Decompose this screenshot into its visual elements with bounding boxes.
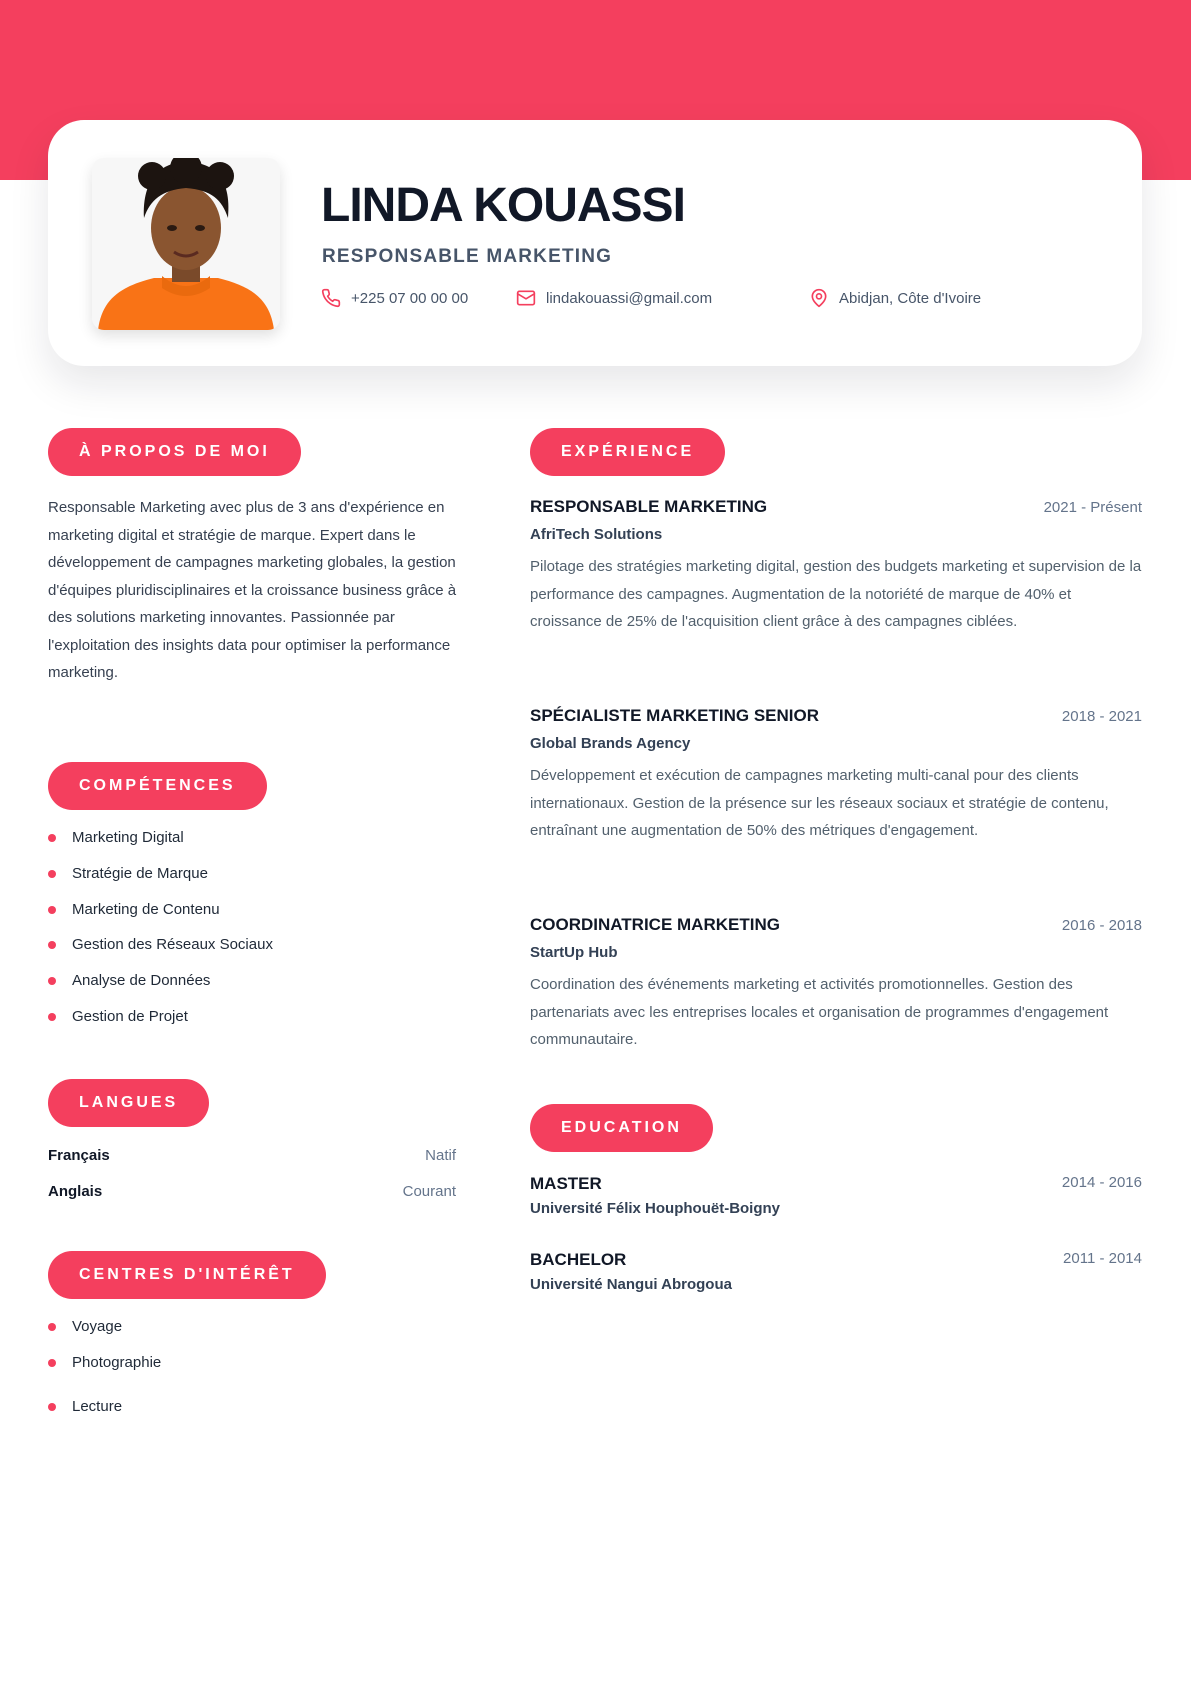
degree-title: MASTER [530,1174,602,1193]
contact-email[interactable] [516,288,712,308]
about-text: Responsable Marketing avec plus de 3 ans d'expérience en marketing digital et stratégie de marque. Expert dans le développement de campagnes marketing globales, la gestion d'équipes pluridisciplinaires et la croissance business grâce à des solutions marketing innovantes. Passionnée par l'exploitation des insights data pour optimiser la performance marketing. [48,499,457,681]
candidate-role: RESPONSABLE MARKETING [322,246,613,267]
interests-heading: CENTRES D'INTÉRÊT [48,1251,326,1299]
education-heading: EDUCATION [530,1104,713,1152]
contact-phone[interactable] [321,288,468,308]
list-item [48,1398,122,1415]
interest-label: Photographie [72,1354,162,1371]
job-description: Développement et exécution de campagnes marketing multi-canal pour des clients internationaux. Gestion de la présence sur les réseaux sociaux et stratégie de contenu, entraînant une augmentation de 50% des métriques d'engagement. [530,767,1109,839]
languages-heading: LANGUES [48,1079,209,1127]
list-item [48,829,184,846]
skill-label: Stratégie de Marque [72,865,208,882]
skill-label: Marketing Digital [72,829,184,846]
bullet-icon [48,1359,56,1367]
map-pin-icon [809,288,829,308]
list-item [48,936,273,953]
job-dates: 2016 - 2018 [1061,917,1142,934]
location-text: Abidjan, Côte d'Ivoire [839,289,982,307]
bullet-icon [48,870,56,878]
bullet-icon [48,977,56,985]
contact-location [809,288,981,308]
job-company: AfriTech Solutions [530,526,663,543]
job-company: Global Brands Agency [530,735,691,752]
bullet-icon [48,834,56,842]
email-text: lindakouassi@gmail.com [546,289,713,307]
job-title: COORDINATRICE MARKETING [530,915,780,934]
interest-label: Voyage [72,1318,123,1335]
experience-entry [530,497,1142,667]
profile-photo [92,158,280,330]
job-title: RESPONSABLE MARKETING [530,497,768,516]
job-title: SPÉCIALISTE MARKETING SENIOR [530,706,820,725]
job-company: StartUp Hub [530,944,618,961]
language-name: Anglais [48,1183,103,1200]
school-name: Université Nangui Abrogoua [530,1276,732,1293]
experience-entry [530,915,1142,1065]
list-item [48,1008,188,1025]
experience-heading: EXPÉRIENCE [530,428,725,476]
bullet-icon [48,941,56,949]
interest-label: Lecture [72,1398,123,1415]
bullet-icon [48,906,56,914]
bullet-icon [48,1403,56,1411]
job-description: Coordination des événements marketing et activités promotionnelles. Gestion des partenariats avec les entreprises locales et organisation de programmes d'engagement communautaire. [530,976,1109,1048]
list-item [48,972,210,989]
phone-text: +225 07 00 00 00 [351,289,469,307]
bullet-icon [48,1323,56,1331]
skill-label: Gestion de Projet [72,1008,188,1025]
list-item [48,1318,122,1335]
education-entry [530,1250,1142,1300]
contact-bar [321,288,1081,312]
degree-title: BACHELOR [530,1250,627,1269]
bullet-icon [48,1013,56,1021]
about-heading: À PROPOS DE MOI [48,428,301,476]
skills-heading: COMPÉTENCES [48,762,267,810]
job-description: Pilotage des stratégies marketing digital, gestion des budgets marketing et supervision de la performance des campagnes. Augmentation de la notoriété de marque de 40% et croissance de 25% de l'acquisition client grâce à des campagnes ciblées. [530,558,1142,630]
list-item [48,865,208,882]
skill-label: Gestion des Réseaux Sociaux [72,936,273,953]
header-card [48,120,1142,366]
language-level: Natif [425,1147,456,1164]
job-dates: 2018 - 2021 [1061,708,1142,725]
skill-label: Marketing de Contenu [72,901,220,918]
education-entry [530,1174,1142,1224]
language-level: Courant [402,1183,456,1200]
skill-label: Analyse de Données [72,972,211,989]
list-item [48,901,220,918]
phone-icon [321,288,341,308]
degree-dates: 2014 - 2016 [1061,1174,1142,1191]
language-name: Français [48,1147,110,1164]
degree-dates: 2011 - 2014 [1063,1250,1142,1267]
experience-entry [530,706,1142,856]
school-name: Université Félix Houphouët-Boigny [530,1200,781,1217]
list-item [48,1354,161,1371]
candidate-name: LINDA KOUASSI [321,179,685,232]
mail-icon [516,288,536,308]
job-dates: 2021 - Présent [1043,499,1142,516]
